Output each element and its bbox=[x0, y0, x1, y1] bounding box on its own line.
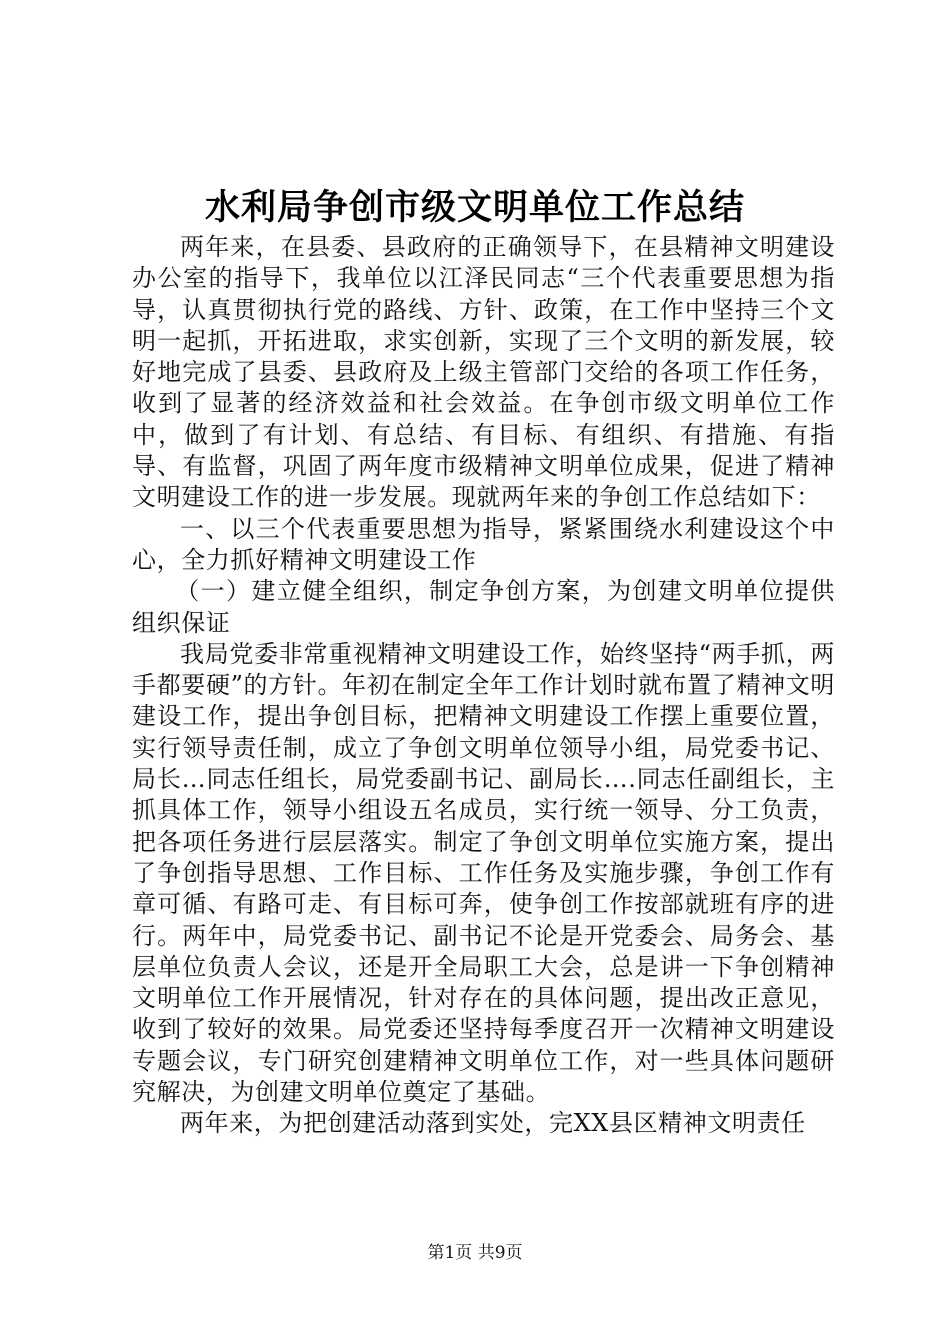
document-body bbox=[132, 232, 835, 1140]
document-title: 水利局争创市级文明单位工作总结 bbox=[204, 187, 745, 228]
paragraph-intro: 两年来，在县委、县政府的正确领导下，在县精神文明建设办公室的指导下，我单位以江泽民同志“三个代表重要思想为指导，认真贯彻执行党的路线、方针、政策，在工作中坚持三个文明一起抓，开拓进取，求实创新，实现了三个文明的新发展，较好地完成了县委、县政府及上级主管部门交给的各项工作任务，收到了显著的经济效益和社会效益。在争创市级文明单位工作中，做到了有计划、有总结、有目标、有组织、有措施、有指导、有监督，巩固了两年度市级精神文明单位成果，促进了精神文明建设工作的进一步发展。现就两年来的争创工作总结如下： bbox=[132, 233, 835, 512]
subsection-heading: （一）建立健全组织，制定争创方案，为创建文明单位提供组织保证 bbox=[132, 577, 835, 637]
section-heading: 一、以三个代表重要思想为指导，紧紧围绕水利建设这个中心，全力抓好精神文明建设工作 bbox=[132, 514, 835, 574]
paragraph-continuation: 两年来，为把创建活动落到实处，完XX县区精神文明责任 bbox=[180, 1109, 806, 1138]
paragraph-organization: 我局党委非常重视精神文明建设工作，始终坚持“两手抓，两手都要硬”的方针。年初在制定全年工作计划时就布置了精神文明建设工作，提出争创目标，把精神文明建设工作摆上重要位置，实行领导责任制，成立了争创文明单位领导小组，局党委书记、局长…同志任组长，局党委副书记、副局长….同志任副组长，主抓具体工作，领导小组设五名成员，实行统一领导、分工负责，把各项任务进行层层落实。制定了争创文明单位实施方案，提出了争创指导思想、工作目标、工作任务及实施步骤，争创工作有章可循、有路可走、有目标可奔，使争创工作按部就班有序的进行。两年中，局党委书记、副书记不论是开党委会、局务会、基层单位负责人会议，还是开全局职工大会，总是讲一下争创精神文明单位工作开展情况，针对存在的具体问题，提出改正意见，收到了较好的效果。局党委还坚持每季度召开一次精神文明建设专题会议，专门研究创建精神文明单位工作，对一些具体问题研究解决，为创建文明单位奠定了基础。 bbox=[132, 639, 835, 1107]
page-number-footer: 第1页 共9页 bbox=[427, 1243, 523, 1263]
